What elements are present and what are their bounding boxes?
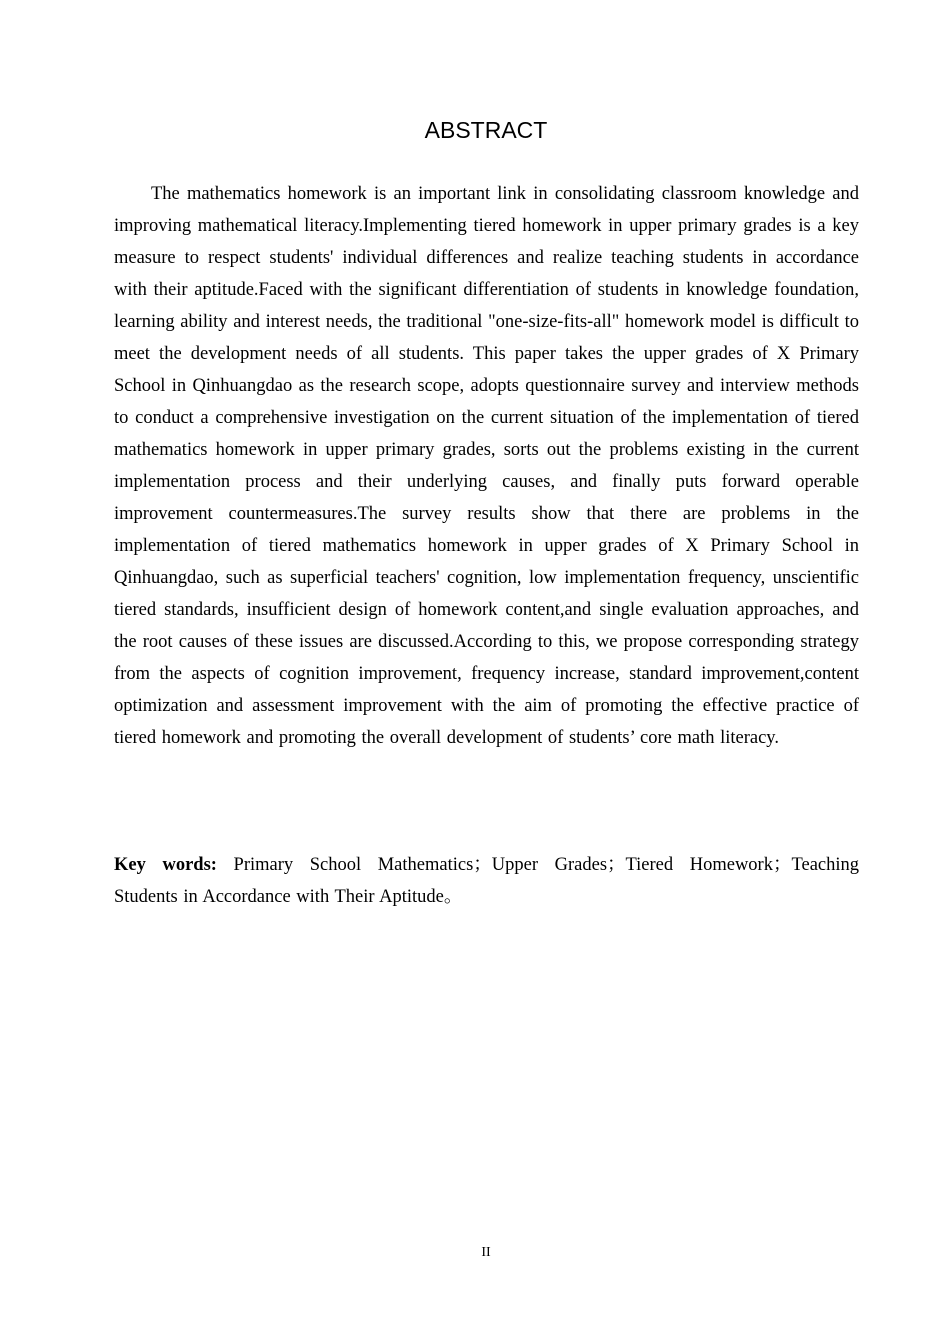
keywords-paragraph	[114, 849, 859, 913]
page-number: II	[481, 1245, 491, 1260]
abstract-paragraph: The mathematics homework is an important link in consolidating classroom knowledge and improving mathematical literacy.Implementing tiered homework in upper primary grades is a key measure to respect students' individual differences and realize teaching students in accordance with their aptitude.Faced with the significant differentiation of students in knowledge foundation, learning ability and interest needs, the traditional "one-size-fits-all" homework model is difficult to meet the development needs of all students. This paper takes the upper grades of X Primary School in Qinhuangdao as the research scope, adopts questionnaire survey and interview methods to conduct a comprehensive investigation on the current situation of the implementation of tiered mathematics homework in upper primary grades, sorts out the problems existing in the current implementation process and their underlying causes, and finally puts forward operable improvement countermeasures.The survey results show that there are problems in the implementation of tiered mathematics homework in upper grades of X Primary School in Qinhuangdao, such as superficial teachers' cognition, low implementation frequency, unscientific tiered standards, insufficient design of homework content,and single evaluation approaches, and the root causes of these issues are discussed.According to this, we propose corresponding strategy from the aspects of cognition improvement, frequency increase, standard improvement,content optimization and assessment improvement with the aim of promoting the effective practice of tiered homework and promoting the overall development of students’ core math literacy.	[114, 184, 859, 748]
keywords-label: Key words:	[114, 855, 217, 875]
keywords-list: Primary School Mathematics；Upper Grades；Tiered Homework；Teaching Students in Accordance with Their Aptitude。	[114, 855, 860, 907]
abstract-title: ABSTRACT	[424, 117, 548, 143]
